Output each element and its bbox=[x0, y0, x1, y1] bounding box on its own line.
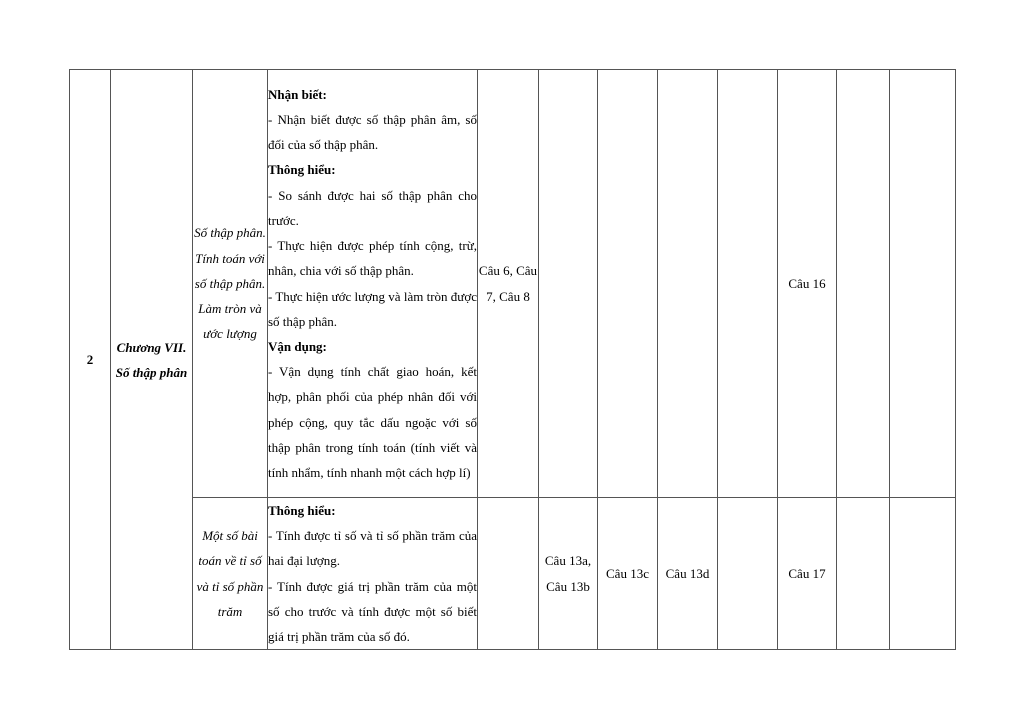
level-heading: Thông hiểu: bbox=[268, 162, 336, 178]
description-line: - Thực hiện được phép tính cộng, trừ, nhân, chia với số thập phân. bbox=[268, 238, 477, 279]
table-row bbox=[70, 70, 956, 498]
level-heading: Vận dụng: bbox=[268, 338, 327, 354]
level-heading: Thông hiểu: bbox=[268, 503, 336, 518]
question-cell-level-6: Câu 17 bbox=[778, 498, 837, 650]
question-cell-level-3 bbox=[598, 70, 658, 498]
row-number-cell: 2 bbox=[70, 70, 111, 650]
question-cell-level-7 bbox=[837, 70, 890, 498]
description-line: - Tính được giá trị phần trăm của một số cho trước và tính được một số biết giá trị phần trăm của số đó. bbox=[268, 578, 477, 645]
question-cell-level-5 bbox=[718, 70, 778, 498]
question-cell-level-8 bbox=[890, 70, 956, 498]
topic-cell: Số thập phân. Tính toán với số thập phân. Làm tròn và ước lượng bbox=[193, 70, 268, 498]
question-cell-level-2 bbox=[539, 70, 598, 498]
question-cell-level-2: Câu 13a, Câu 13b bbox=[539, 498, 598, 650]
description-line: - Tính được tỉ số và tỉ số phần trăm của hai đại lượng. bbox=[268, 528, 477, 569]
question-cell-level-1 bbox=[478, 498, 539, 650]
level-heading: Nhận biết: bbox=[268, 86, 327, 102]
description-line: - Nhận biết được số thập phân âm, số đối của số thập phân. bbox=[268, 112, 477, 153]
description-cell bbox=[268, 498, 478, 650]
question-cell-level-4 bbox=[658, 70, 718, 498]
description-line: - Thực hiện ước lượng và làm tròn được số thập phân. bbox=[268, 288, 477, 329]
question-cell-level-3: Câu 13c bbox=[598, 498, 658, 650]
question-cell-level-4: Câu 13d bbox=[658, 498, 718, 650]
question-cell-level-7 bbox=[837, 498, 890, 650]
description-line: - Vận dụng tính chất giao hoán, kết hợp, phân phối của phép nhân đối với phép cộng, quy tắc dấu ngoặc với số thập phân trong tính toán (tính viết và tính nhẩm, tính nhanh một cách hợp lí) bbox=[268, 364, 477, 480]
assessment-matrix-table bbox=[69, 69, 956, 650]
question-cell-level-8 bbox=[890, 498, 956, 650]
question-cell-level-5 bbox=[718, 498, 778, 650]
chapter-cell: Chương VII. Số thập phân bbox=[111, 70, 193, 650]
question-cell-level-1: Câu 6, Câu 7, Câu 8 bbox=[478, 70, 539, 498]
question-cell-level-6: Câu 16 bbox=[778, 70, 837, 498]
description-line: - So sánh được hai số thập phân cho trước. bbox=[268, 187, 477, 228]
topic-cell: Một số bài toán về tỉ số và tỉ số phần trăm bbox=[193, 498, 268, 650]
table-row bbox=[70, 498, 956, 650]
description-cell bbox=[268, 70, 478, 498]
